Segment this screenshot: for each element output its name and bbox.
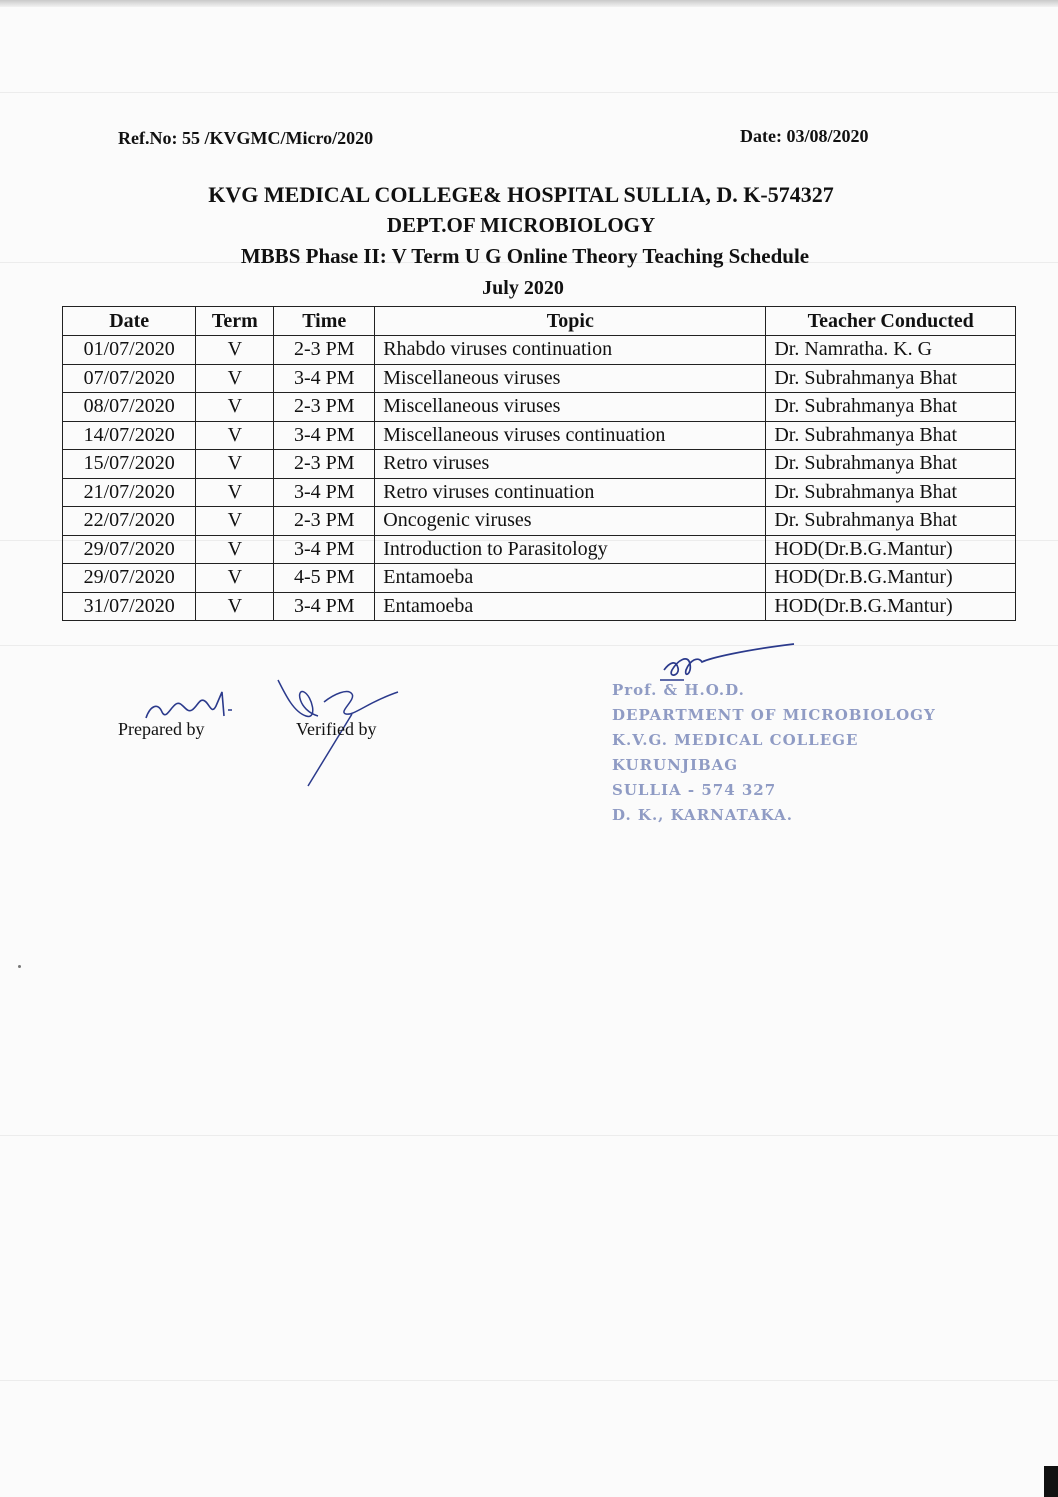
table-row bbox=[63, 421, 1016, 450]
cell-teacher: HOD(Dr.B.G.Mantur) bbox=[766, 564, 1016, 593]
cell-teacher: Dr. Namratha. K. G bbox=[766, 336, 1016, 365]
table-row bbox=[63, 592, 1016, 621]
stamp-line: K.V.G. MEDICAL COLLEGE bbox=[612, 731, 859, 749]
cell-date: 14/07/2020 bbox=[63, 421, 196, 450]
header-date: Date bbox=[63, 307, 196, 336]
cell-teacher: HOD(Dr.B.G.Mantur) bbox=[766, 592, 1016, 621]
cell-date: 29/07/2020 bbox=[63, 564, 196, 593]
scan-artifact bbox=[0, 92, 1058, 93]
cell-time: 2-3 PM bbox=[274, 450, 375, 479]
cell-date: 29/07/2020 bbox=[63, 535, 196, 564]
cell-teacher: Dr. Subrahmanya Bhat bbox=[766, 450, 1016, 479]
table-row bbox=[63, 478, 1016, 507]
cell-time: 4-5 PM bbox=[274, 564, 375, 593]
cell-date: 21/07/2020 bbox=[63, 478, 196, 507]
table-row bbox=[63, 564, 1016, 593]
cell-topic: Miscellaneous viruses bbox=[375, 364, 766, 393]
cell-teacher: Dr. Subrahmanya Bhat bbox=[766, 364, 1016, 393]
cell-date: 07/07/2020 bbox=[63, 364, 196, 393]
cell-topic: Introduction to Parasitology bbox=[375, 535, 766, 564]
scan-edge-mark bbox=[1044, 1466, 1058, 1497]
cell-term: V bbox=[196, 421, 274, 450]
cell-time: 3-4 PM bbox=[274, 535, 375, 564]
cell-topic: Oncogenic viruses bbox=[375, 507, 766, 536]
cell-term: V bbox=[196, 364, 274, 393]
table-row bbox=[63, 393, 1016, 422]
table-row bbox=[63, 507, 1016, 536]
document-date: Date: 03/08/2020 bbox=[740, 126, 869, 146]
cell-term: V bbox=[196, 478, 274, 507]
cell-date: 01/07/2020 bbox=[63, 336, 196, 365]
cell-date: 15/07/2020 bbox=[63, 450, 196, 479]
cell-topic: Entamoeba bbox=[375, 564, 766, 593]
header-term: Term bbox=[196, 307, 274, 336]
schedule-month: July 2020 bbox=[482, 277, 564, 299]
scan-speck bbox=[18, 965, 21, 968]
cell-time: 2-3 PM bbox=[274, 336, 375, 365]
scan-artifact bbox=[0, 645, 1058, 646]
cell-time: 3-4 PM bbox=[274, 592, 375, 621]
cell-term: V bbox=[196, 450, 274, 479]
table-row bbox=[63, 535, 1016, 564]
cell-teacher: Dr. Subrahmanya Bhat bbox=[766, 421, 1016, 450]
table-row bbox=[63, 450, 1016, 479]
department-title: DEPT.OF MICROBIOLOGY bbox=[386, 213, 656, 237]
cell-date: 31/07/2020 bbox=[63, 592, 196, 621]
verified-by-label: Verified by bbox=[296, 719, 377, 739]
scan-artifact bbox=[0, 1380, 1058, 1381]
stamp-line: SULLIA - 574 327 bbox=[612, 781, 777, 799]
stamp-line: DEPARTMENT OF MICROBIOLOGY bbox=[612, 706, 936, 724]
table-header-row bbox=[63, 307, 1016, 336]
cell-term: V bbox=[196, 393, 274, 422]
schedule-table bbox=[62, 306, 1016, 621]
cell-time: 3-4 PM bbox=[274, 478, 375, 507]
cell-date: 22/07/2020 bbox=[63, 507, 196, 536]
cell-term: V bbox=[196, 535, 274, 564]
cell-time: 3-4 PM bbox=[274, 421, 375, 450]
schedule-title: MBBS Phase II: V Term U G Online Theory Teaching Schedule bbox=[240, 244, 810, 268]
cell-term: V bbox=[196, 336, 274, 365]
table-row bbox=[63, 336, 1016, 365]
cell-teacher: Dr. Subrahmanya Bhat bbox=[766, 478, 1016, 507]
cell-term: V bbox=[196, 507, 274, 536]
cell-topic: Retro viruses bbox=[375, 450, 766, 479]
stamp-line: Prof. & H.O.D. bbox=[612, 681, 745, 699]
header-topic: Topic bbox=[375, 307, 766, 336]
cell-topic: Miscellaneous viruses continuation bbox=[375, 421, 766, 450]
prepared-by-label: Prepared by bbox=[118, 719, 205, 739]
scan-artifact bbox=[0, 1135, 1058, 1136]
cell-topic: Retro viruses continuation bbox=[375, 478, 766, 507]
college-title: KVG MEDICAL COLLEGE& HOSPITAL SULLIA, D. K-574327 bbox=[208, 182, 834, 207]
cell-time: 2-3 PM bbox=[274, 507, 375, 536]
hod-stamp bbox=[612, 678, 936, 828]
reference-number: Ref.No: 55 /KVGMC/Micro/2020 bbox=[118, 128, 374, 148]
cell-teacher: HOD(Dr.B.G.Mantur) bbox=[766, 535, 1016, 564]
scan-top-edge bbox=[0, 0, 1058, 7]
cell-teacher: Dr. Subrahmanya Bhat bbox=[766, 393, 1016, 422]
cell-topic: Rhabdo viruses continuation bbox=[375, 336, 766, 365]
stamp-line: KURUNJIBAG bbox=[612, 756, 739, 774]
cell-date: 08/07/2020 bbox=[63, 393, 196, 422]
cell-time: 3-4 PM bbox=[274, 364, 375, 393]
cell-topic: Entamoeba bbox=[375, 592, 766, 621]
header-time: Time bbox=[274, 307, 375, 336]
cell-topic: Miscellaneous viruses bbox=[375, 393, 766, 422]
table-row bbox=[63, 364, 1016, 393]
cell-teacher: Dr. Subrahmanya Bhat bbox=[766, 507, 1016, 536]
cell-term: V bbox=[196, 564, 274, 593]
stamp-line: D. K., KARNATAKA. bbox=[612, 806, 793, 824]
cell-time: 2-3 PM bbox=[274, 393, 375, 422]
header-teacher: Teacher Conducted bbox=[766, 307, 1016, 336]
cell-term: V bbox=[196, 592, 274, 621]
